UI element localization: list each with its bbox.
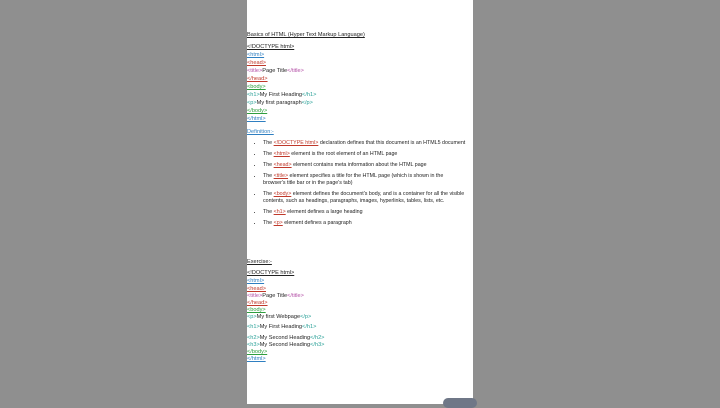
document-title: Basics of HTML (Hyper Text Markup Language)	[247, 32, 365, 38]
code-title-text-2: Page Title	[262, 293, 288, 299]
code-h2-line-2	[247, 335, 324, 342]
code-h2-text-2: My Second Heading	[259, 335, 311, 341]
code-h1-text-1: My First Heading	[259, 92, 303, 98]
code-h1-line-2	[247, 324, 316, 331]
code-h3-line-2	[247, 342, 324, 349]
code-doctype-2: <!DOCTYPE html>	[247, 270, 295, 276]
code-h2-open-2: <h2>	[247, 335, 260, 341]
code-title-text-1: Page Title	[262, 68, 288, 74]
code-p-open-1: <p>	[247, 100, 257, 106]
code-h3-text-2: My Second Heading	[259, 342, 311, 348]
document-page	[247, 0, 473, 404]
code-h2-close-2: </h2>	[310, 335, 325, 341]
code-head-open-1: <head>	[247, 60, 266, 66]
code-h1-open-2: <h1>	[247, 324, 260, 330]
code-title-open-2: <title>	[247, 293, 263, 299]
code-title-line-1	[247, 68, 304, 75]
code-h1-line-1	[247, 92, 316, 99]
definition-item: • The <head> element contains meta information about the HTML page	[263, 162, 467, 169]
code-body-open-1: <body>	[247, 84, 266, 90]
code-h1-text-2: My First Heading	[259, 324, 303, 330]
code-html-open-2: <html>	[247, 278, 265, 284]
definition-item: • The <p> element defines a paragraph	[263, 220, 467, 227]
definition-tag: <head>	[273, 162, 292, 169]
definition-tag: <body>	[273, 190, 292, 197]
definition-tag: <title>	[273, 173, 289, 180]
code-p-open-2: <p>	[247, 314, 257, 320]
definition-item: • The <body> element defines the document's body, and is a container for all the visible contents, such as headings, paragraphs, images, hyperlinks, tables, lists, etc.	[263, 191, 467, 204]
definition-item: • The <h1> element defines a large heading	[263, 209, 467, 216]
definition-tag: <html>	[273, 151, 290, 158]
code-body-open-2: <body>	[247, 307, 266, 313]
definition-item: • The <title> element specifies a title for the HTML page (which is shown in the browser's title bar or in the page's tab)	[263, 173, 467, 186]
code-h1-open-1: <h1>	[247, 92, 260, 98]
definition-item: • The <html> element is the root element of an HTML page	[263, 151, 467, 158]
definition-list	[247, 140, 467, 231]
code-head-open-2: <head>	[247, 286, 266, 292]
definition-label: Definition:-	[247, 129, 274, 135]
overlay-button-edge[interactable]	[443, 398, 477, 408]
definition-tag: <h1>	[273, 208, 286, 215]
code-head-close-1: </head>	[247, 76, 268, 82]
code-p-close-1: </p>	[301, 100, 313, 106]
code-title-line-2	[247, 293, 304, 300]
definition-tag: <p>	[273, 219, 283, 226]
definition-tag: <!DOCTYPE html>	[273, 140, 319, 146]
definition-item: • The <!DOCTYPE html> declaration defines that this document is an HTML5 document	[263, 140, 467, 147]
code-h3-close-2: </h3>	[310, 342, 325, 348]
code-p-text-1: My first paragraph	[256, 100, 302, 106]
code-doctype-1: <!DOCTYPE html>	[247, 44, 295, 50]
code-body-close-1: </body>	[247, 108, 268, 114]
code-p-line-1	[247, 100, 313, 107]
code-body-close-2: </body>	[247, 349, 268, 355]
code-title-close-2: </title>	[287, 293, 304, 299]
code-p-line-2	[247, 314, 311, 321]
code-head-close-2: </head>	[247, 300, 268, 306]
code-title-close-1: </title>	[287, 68, 304, 74]
code-html-close-2: </html>	[247, 356, 266, 362]
code-title-open-1: <title>	[247, 68, 263, 74]
code-p-close-2: </p>	[300, 314, 312, 320]
code-h3-open-2: <h3>	[247, 342, 260, 348]
exercise-label: Exercise:-	[247, 259, 272, 265]
code-html-open-1: <html>	[247, 52, 265, 58]
code-html-close-1: </html>	[247, 116, 266, 122]
code-p-text-2: My first Webpage	[256, 314, 301, 320]
code-h1-close-1: </h1>	[302, 92, 317, 98]
code-h1-close-2: </h1>	[302, 324, 317, 330]
